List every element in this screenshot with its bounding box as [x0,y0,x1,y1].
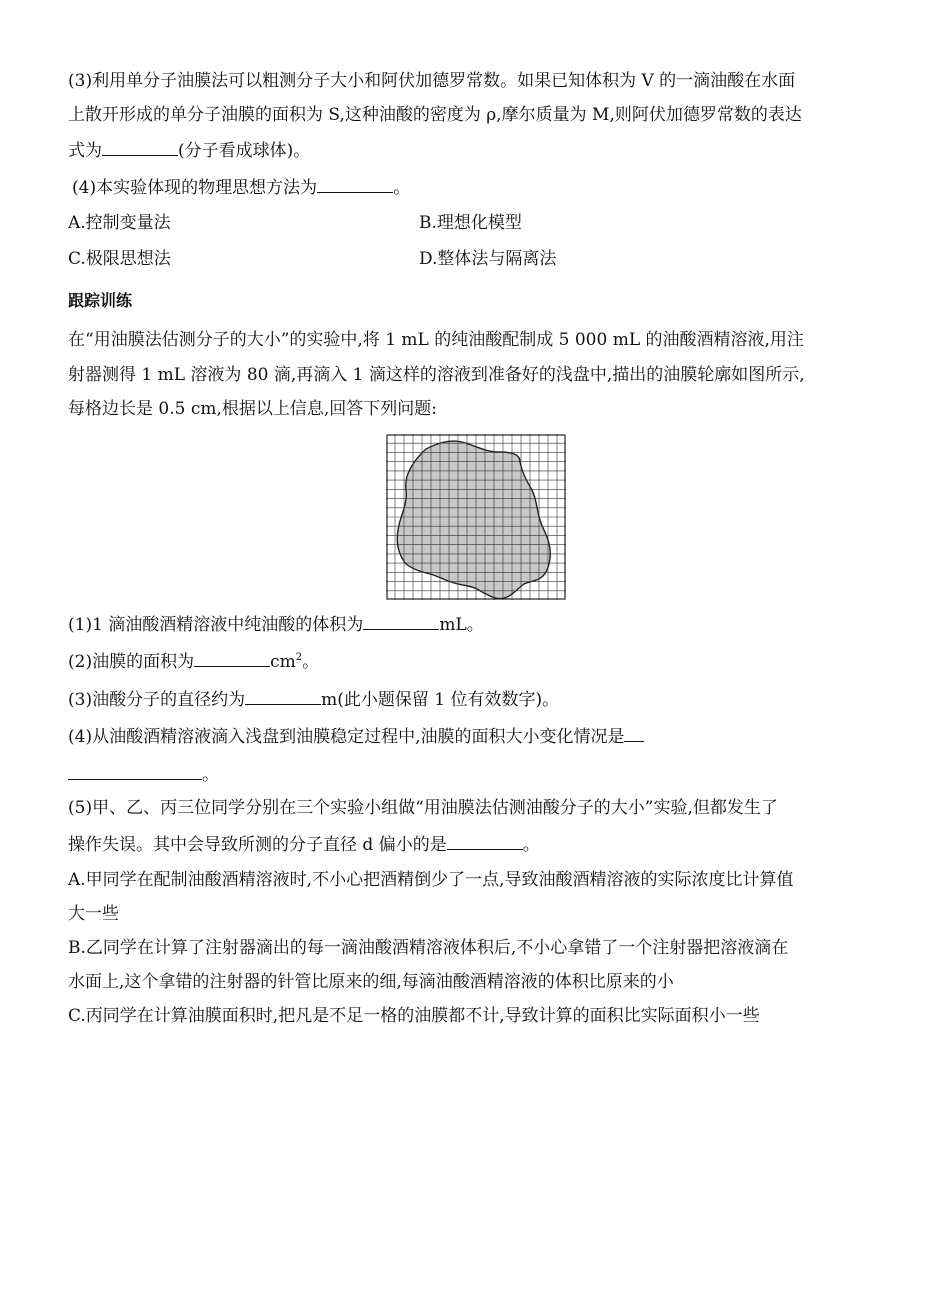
q3-line2: 上散开形成的单分子油膜的面积为 S,这种油酸的密度为 ρ,摩尔质量为 M,则阿伏加德罗常数的表达 [68,105,802,125]
sub5-option-a-line2: 大一些 [68,904,119,924]
q3-answer-blank[interactable] [102,139,178,156]
q3-line3 [68,139,310,162]
sub1-text: (1)1 滴油酸酒精溶液中纯油酸的体积为 [68,615,364,635]
sub5-answer-blank[interactable] [447,833,523,850]
sub2-text: (2)油膜的面积为 [68,652,195,672]
intro-line2: 射器测得 1 mL 溶液为 80 滴,再滴入 1 滴这样的溶液到准备好的浅盘中,描出的油膜轮廓如图所示, [68,365,805,385]
sub5-tail: 。 [522,835,540,855]
intro-line1: 在“用油膜法估测分子的大小”的实验中,将 1 mL 的纯油酸配制成 5 000 mL 的油酸酒精溶液,用注 [68,330,804,350]
section-title: 跟踪训练 [68,291,133,310]
sub4-text: (4)从油酸酒精溶液滴入浅盘到油膜稳定过程中,油膜的面积大小变化情况是 [68,727,625,747]
q3-line1: (3)利用单分子油膜法可以粗测分子大小和阿伏加德罗常数。如果已知体积为 V 的一滴油酸在水面 [68,71,796,91]
sub4-answer-blank-start[interactable] [624,725,644,742]
sub5-option-b-line1: B.乙同学在计算了注射器滴出的每一滴油酸酒精溶液体积后,不小心拿错了一个注射器把溶液滴在 [68,938,789,958]
sub2 [68,650,319,673]
sub5-line1: (5)甲、乙、丙三位同学分别在三个实验小组做“用油膜法估测油酸分子的大小”实验,但都发生了 [68,798,778,818]
sub3 [68,688,559,711]
q3-line3-text: 式为 [68,141,102,161]
q4-stem-text: (4)本实验体现的物理思想方法为 [72,178,318,198]
sub3-text: (3)油酸分子的直径约为 [68,690,246,710]
q3-line3-tail: (分子看成球体)。 [178,141,311,161]
sub1-answer-blank[interactable] [363,613,439,630]
sub3-tail: m(此小题保留 1 位有效数字)。 [321,690,560,710]
sub5-line2 [68,833,540,856]
q4-option-b: B.理想化模型 [419,213,522,233]
q4-option-a: A.控制变量法 [68,213,171,233]
sub2-unit-exponent: 2 [295,652,303,663]
sub5-text: 操作失误。其中会导致所测的分子直径 d 偏小的是 [68,835,447,855]
oil-film-grid-figure [386,434,566,600]
sub5-option-b-line2: 水面上,这个拿错的注射器的针管比原来的细,每滴油酸酒精溶液的体积比原来的小 [68,972,674,992]
q4-answer-blank[interactable] [317,176,393,193]
q4-option-d: D.整体法与隔离法 [419,249,557,269]
sub4-line2 [68,763,219,786]
q4-stem-tail: 。 [393,178,411,198]
sub4-line1 [68,725,644,748]
oil-film-outline [397,441,550,598]
sub4-answer-blank[interactable] [68,763,202,780]
sub1-unit: mL。 [439,615,484,635]
sub2-tail: 。 [302,652,320,672]
sub4-tail: 。 [202,765,219,785]
intro-line3: 每格边长是 0.5 cm,根据以上信息,回答下列问题: [68,399,438,419]
sub5-option-c: C.丙同学在计算油膜面积时,把凡是不足一格的油膜都不计,导致计算的面积比实际面积小一些 [68,1006,760,1026]
grid-lines [386,434,566,600]
sub2-unit: cm [270,652,296,672]
sub3-answer-blank[interactable] [245,688,321,705]
sub5-option-a-line1: A.甲同学在配制油酸酒精溶液时,不小心把酒精倒少了一点,导致油酸酒精溶液的实际浓度比计算值 [68,870,794,890]
q4-option-c: C.极限思想法 [68,249,171,269]
q4-stem [72,176,410,199]
sub2-answer-blank[interactable] [194,650,270,667]
sub1 [68,613,484,636]
